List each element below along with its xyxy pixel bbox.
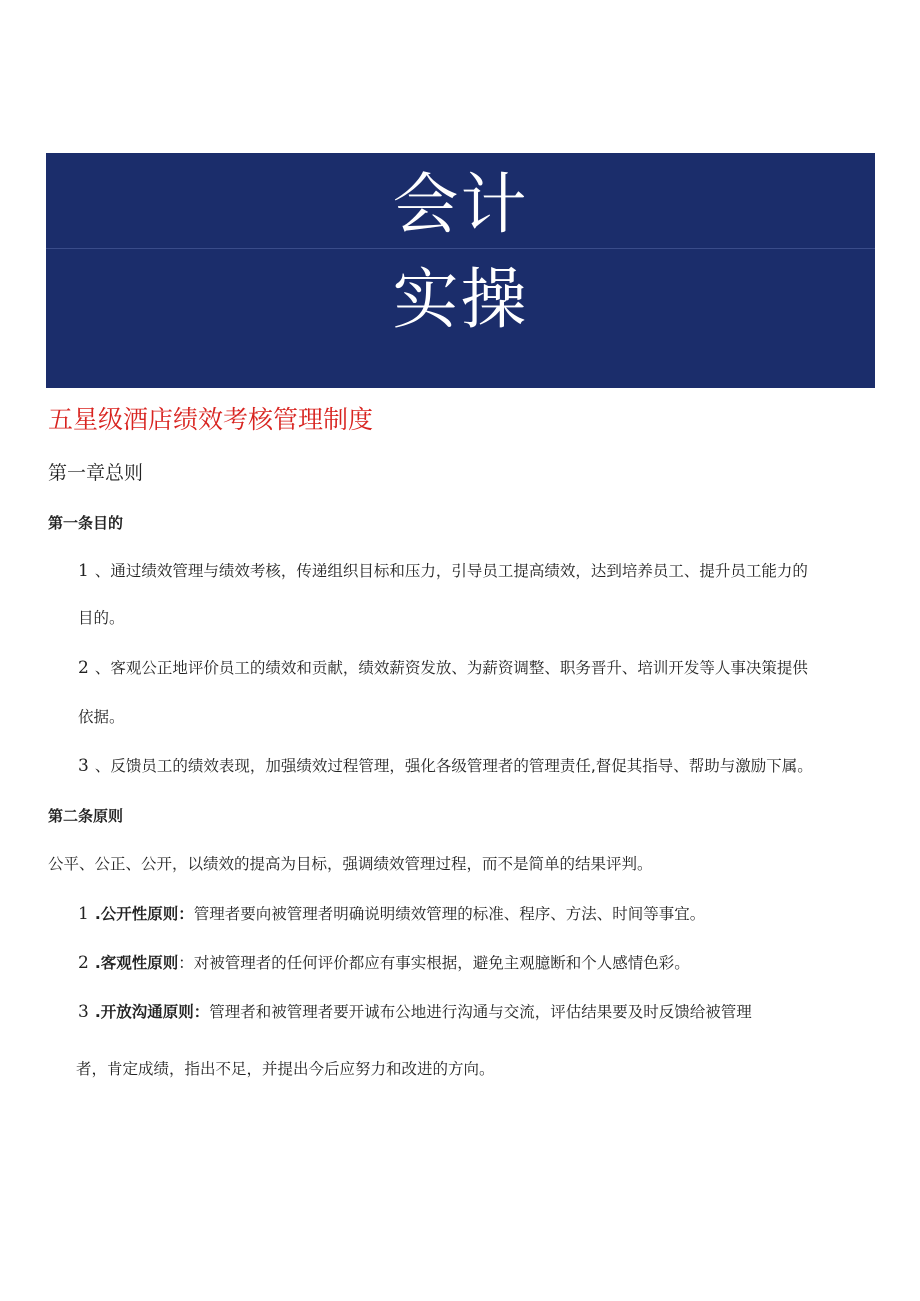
banner-divider — [46, 248, 875, 249]
article-1-item-1 — [78, 557, 808, 585]
item-number: 2 — [78, 953, 89, 973]
article-1-heading: 第一条目的 — [48, 514, 124, 532]
document-title: 五星级酒店绩效考核管理制度 — [48, 405, 374, 434]
article-2-item-3 — [78, 998, 752, 1026]
banner-title-line-2: 实操 — [392, 261, 529, 338]
article-2-item-1 — [78, 900, 705, 928]
article-2-intro: 公平、公正、公开，以绩效的提高为目标，强调绩效管理过程，而不是简单的结果评判。 — [48, 855, 653, 873]
item-text: 、反馈员工的绩效表现，加强绩效过程管理，强化各级管理者的管理责任,督促其指导、帮助与激励下属。 — [94, 757, 813, 775]
item-text: 、通过绩效管理与绩效考核，传递组织目标和压力，引导员工提高绩效，达到培养员工、提升员工能力的 — [94, 562, 808, 580]
item-number: 1 — [78, 561, 89, 581]
item-number: 3 — [78, 1002, 89, 1022]
item-text: ：对被管理者的任何评价都应有事实根据，避免主观臆断和个人感情色彩。 — [178, 954, 690, 972]
article-1-item-2-continued: 依据。 — [78, 708, 125, 726]
item-text: 管理者和被管理者要开诚布公地进行沟通与交流，评估结果要及时反馈给被管理 — [209, 1003, 752, 1021]
article-2-heading: 第二条原则 — [48, 807, 124, 825]
principle-label: .客观性原则 — [94, 954, 179, 972]
chapter-heading: 第一章总则 — [48, 462, 144, 484]
article-1-item-1-continued: 目的。 — [78, 609, 125, 627]
item-number: 3 — [78, 756, 89, 776]
principle-label: .开放沟通原则： — [94, 1003, 210, 1021]
article-1-item-2 — [78, 654, 808, 682]
item-text: 管理者要向被管理者明确说明绩效管理的标准、程序、方法、时间等事宜。 — [193, 905, 706, 923]
article-2-item-3-continued: 者，肯定成绩，指出不足，并提出今后应努力和改进的方向。 — [76, 1060, 495, 1078]
principle-label: .公开性原则： — [94, 905, 194, 923]
cover-banner — [46, 153, 875, 388]
article-1-item-3 — [78, 752, 813, 780]
item-text: 、客观公正地评价员工的绩效和贡献，绩效薪资发放、为薪资调整、职务晋升、培训开发等人事决策提供 — [94, 659, 808, 677]
item-number: 1 — [78, 904, 89, 924]
item-number: 2 — [78, 658, 89, 678]
banner-title-line-1: 会计 — [392, 166, 529, 243]
article-2-item-2 — [78, 949, 690, 977]
